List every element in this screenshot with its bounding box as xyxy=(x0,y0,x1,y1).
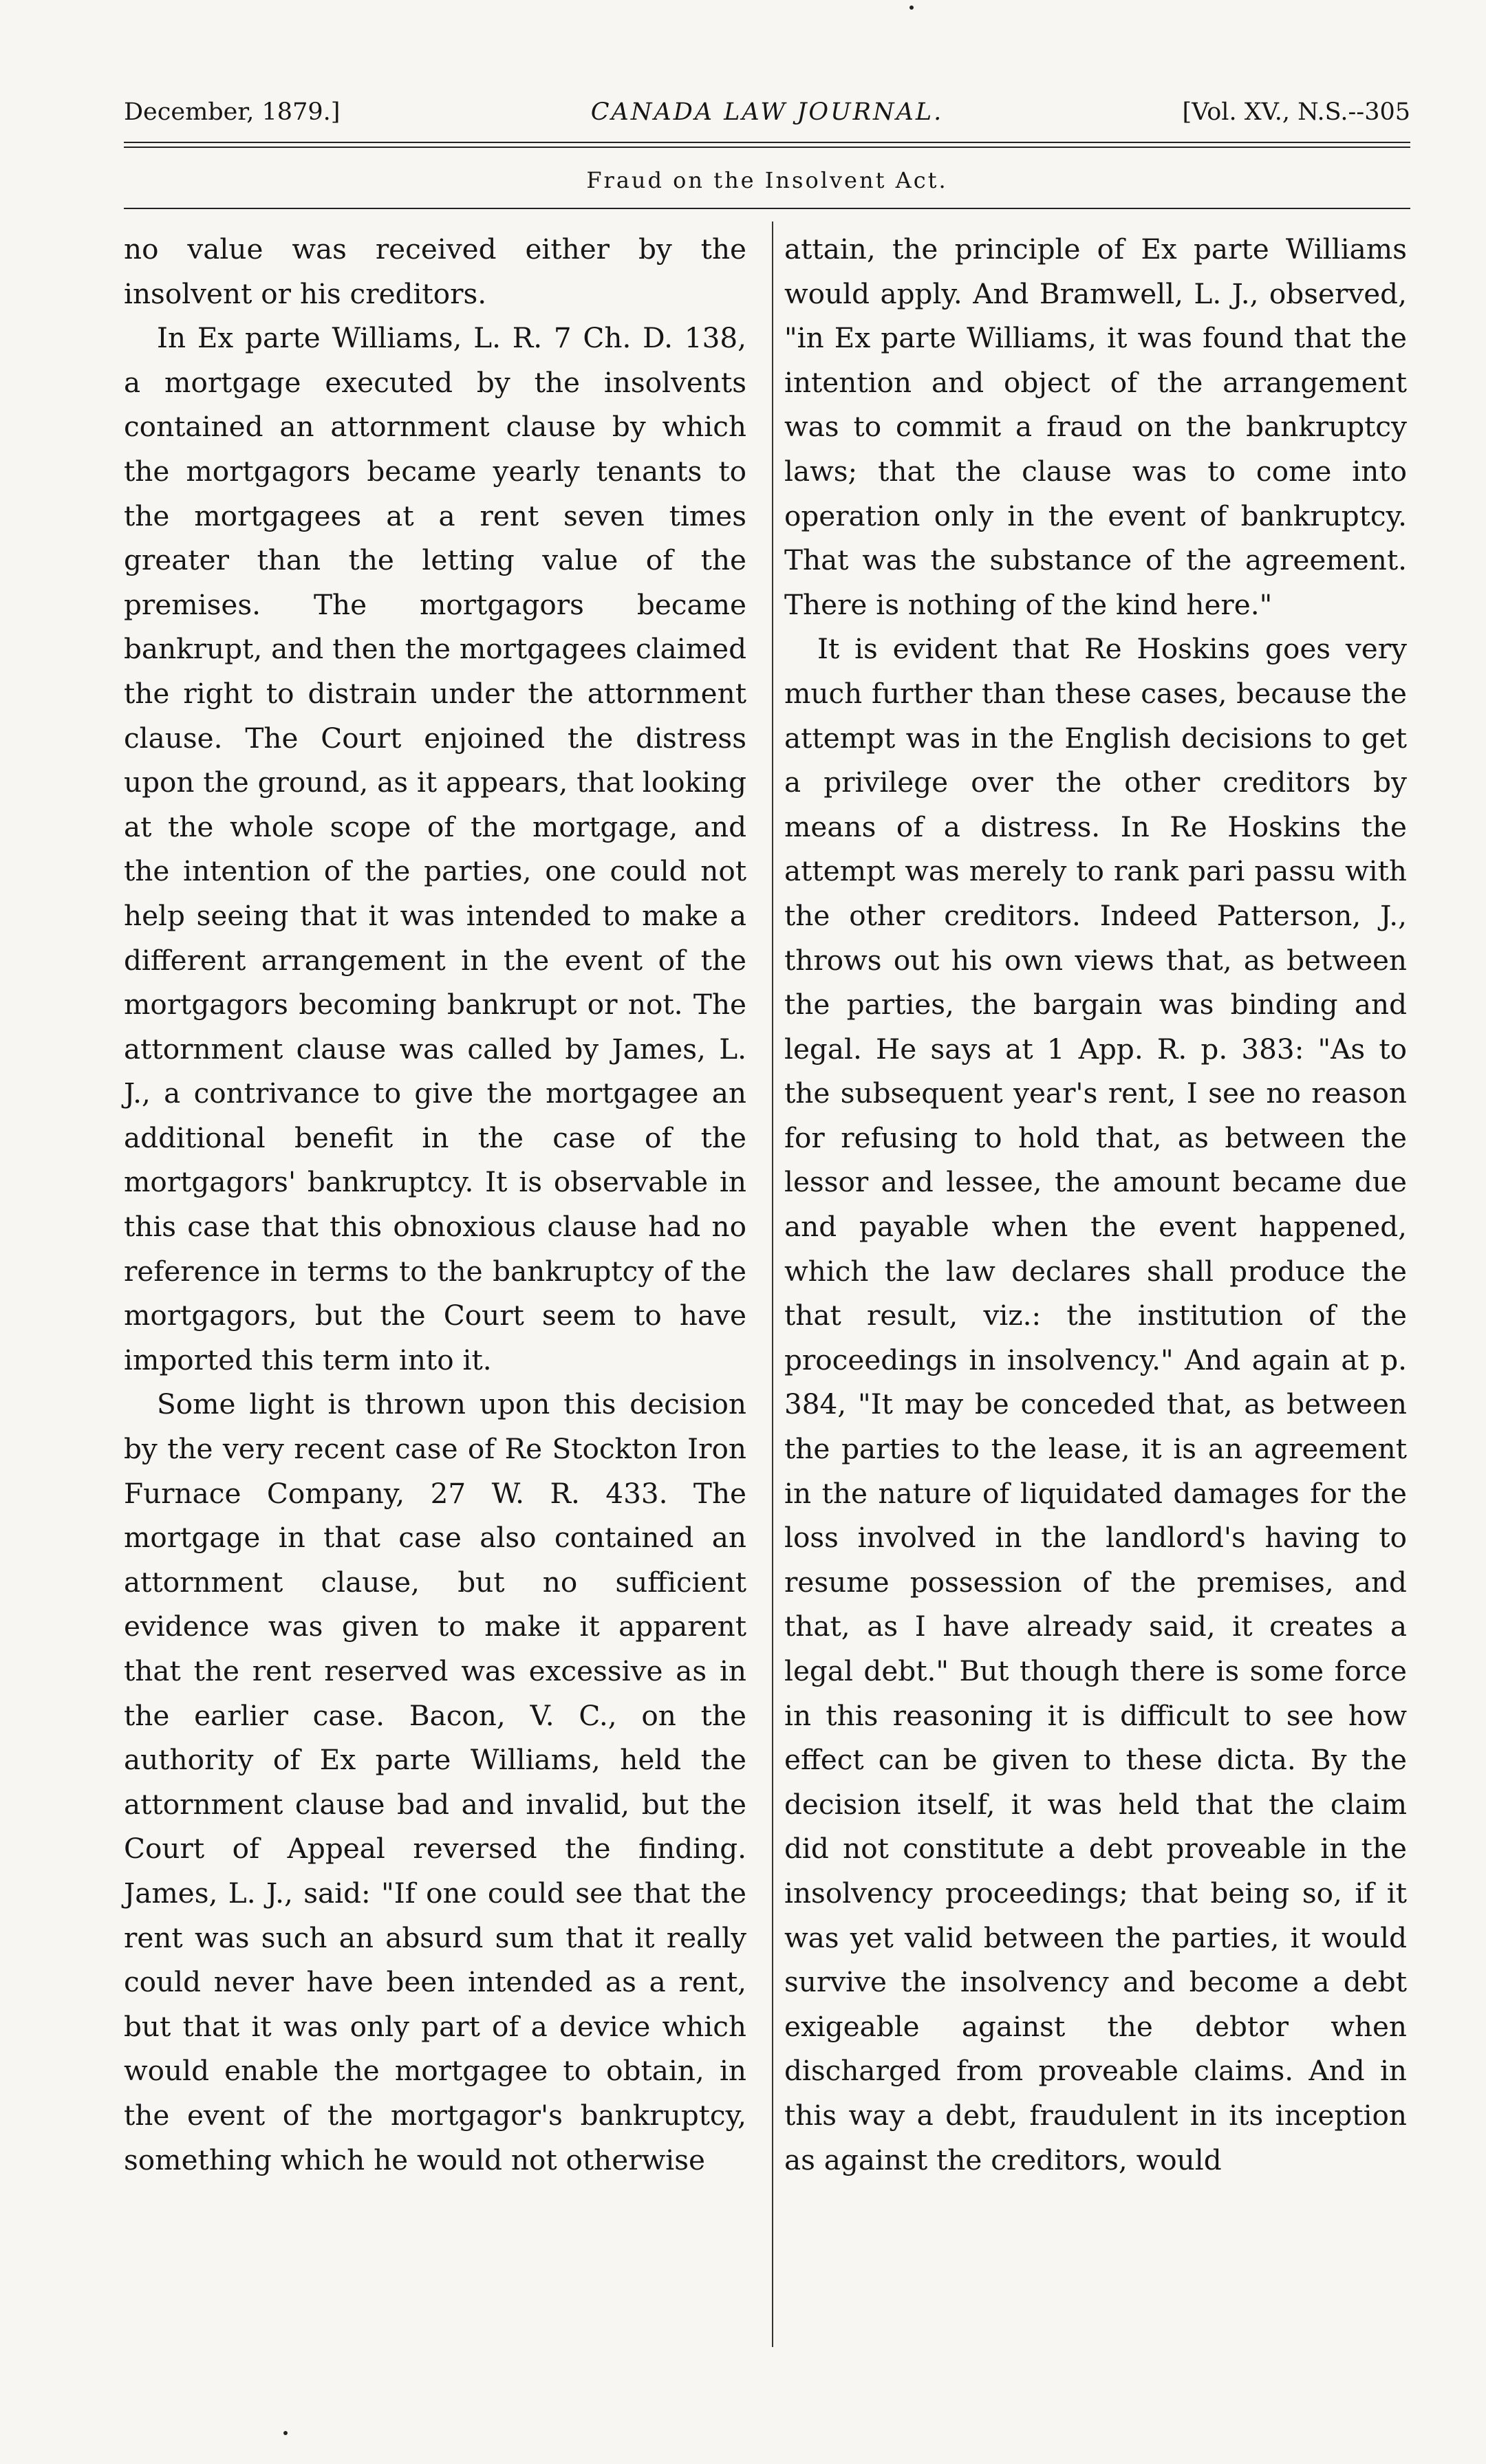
title-rule xyxy=(124,208,1410,209)
paragraph-re-hoskins: It is evident that Re Hoskins goes very much further than these cases, because the attempt was in the English decisions to get a privilege over the other creditors by means of a distress. In Re Hoskins the attempt was merely to rank pari passu with the other creditors. Indeed Patterson, J., throws out his own views that, as between the parties, the bargain was binding and legal. He says at 1 App. R. p. 383: "As to the subsequent year's rent, I see no reason for refusing to hold that, as between the lessor and lessee, the amount became due and payable when the event happened, which the law declares shall produce the that result, viz.: the institution of the proceedings in insolvency." And again at p. 384, "It may be conceded that, as between the parties to the lease, it is an agreement in the nature of liquidated damages for the loss involved in the landlord's having to resume possession of the premises, and that, as I have already said, it creates a legal debt." But though there is some force in this reasoning it is difficult to see how effect can be given to these dicta. By the decision itself, it was held that the claim did not constitute a debt proveable in the insolvency proceedings; that being so, if it was yet valid between the parties, it would survive the insolvency and become a debt exigeable against the debtor when discharged from proveable claims. And in this way a debt, fraudulent in its inception as against the creditors, would xyxy=(784,632,1407,2176)
header-rule-top xyxy=(124,142,1410,143)
left-column xyxy=(124,227,746,2182)
page-speck xyxy=(283,2431,288,2435)
right-column xyxy=(784,227,1407,2182)
header-rule-bottom xyxy=(124,147,1410,148)
running-title: Fraud on the Insolvent Act. xyxy=(586,167,948,193)
paragraph-re-stockton: Some light is thrown upon this decision by the very recent case of Re Stockton Iron Furnace Company, 27 W. R. 433. The mortgage in that case also contained an attornment clause, but no sufficient evidence was given to make it apparent that the rent reserved was excessive as in the earlier case. Bacon, V. C., on the authority of Ex parte Williams, held the attornment clause bad and invalid, but the Court of Appeal reversed the finding. James, L. J., said: "If one could see that the rent was such an absurd sum that it really could never have been intended as a rent, but that it was only part of a device which would enable the mortgagee to obtain, in the event of the mortgagor's bankruptcy, something which he would not otherwise xyxy=(124,1387,746,2176)
page-header xyxy=(124,88,1410,136)
header-date: December, 1879.] xyxy=(124,98,341,126)
column-divider xyxy=(772,221,773,2347)
paragraph-continuation: no value was received either by the insolvent or his creditors. xyxy=(124,233,746,310)
header-journal-title: CANADA LAW JOURNAL. xyxy=(590,98,944,126)
page-speck xyxy=(909,6,914,10)
header-volume-page: [Vol. XV., N.S.--305 xyxy=(1182,98,1410,126)
paragraph-bramwell: attain, the principle of Ex parte Williams would apply. And Bramwell, L. J., observed, "in Ex parte Williams, it was found that the intention and object of the arrangement was to commit a fraud on the bankruptcy laws; that the clause was to come into operation only in the event of bankruptcy. That was the substance of the agreement. There is nothing of the kind here." xyxy=(784,233,1407,621)
paragraph-ex-parte-williams: In Ex parte Williams, L. R. 7 Ch. D. 138, a mortgage executed by the insolvents contained an attornment clause by which the mortgagors became yearly tenants to the mortgagees at a rent seven times greater than the letting value of the premises. The mortgagors became bankrupt, and then the mortgagees claimed the right to distrain under the attornment clause. The Court enjoined the distress upon the ground, as it appears, that looking at the whole scope of the mortgage, and the intention of the parties, one could not help seeing that it was intended to make a different arrangement in the event of the mortgagors becoming bankrupt or not. The attornment clause was called by James, L. J., a contrivance to give the mortgagee an additional benefit in the case of the mortgagors' bankruptcy. It is observable in this case that this obnoxious clause had no reference in terms to the bankruptcy of the mortgagors, but the Court seem to have imported this term into it. xyxy=(124,321,746,1376)
